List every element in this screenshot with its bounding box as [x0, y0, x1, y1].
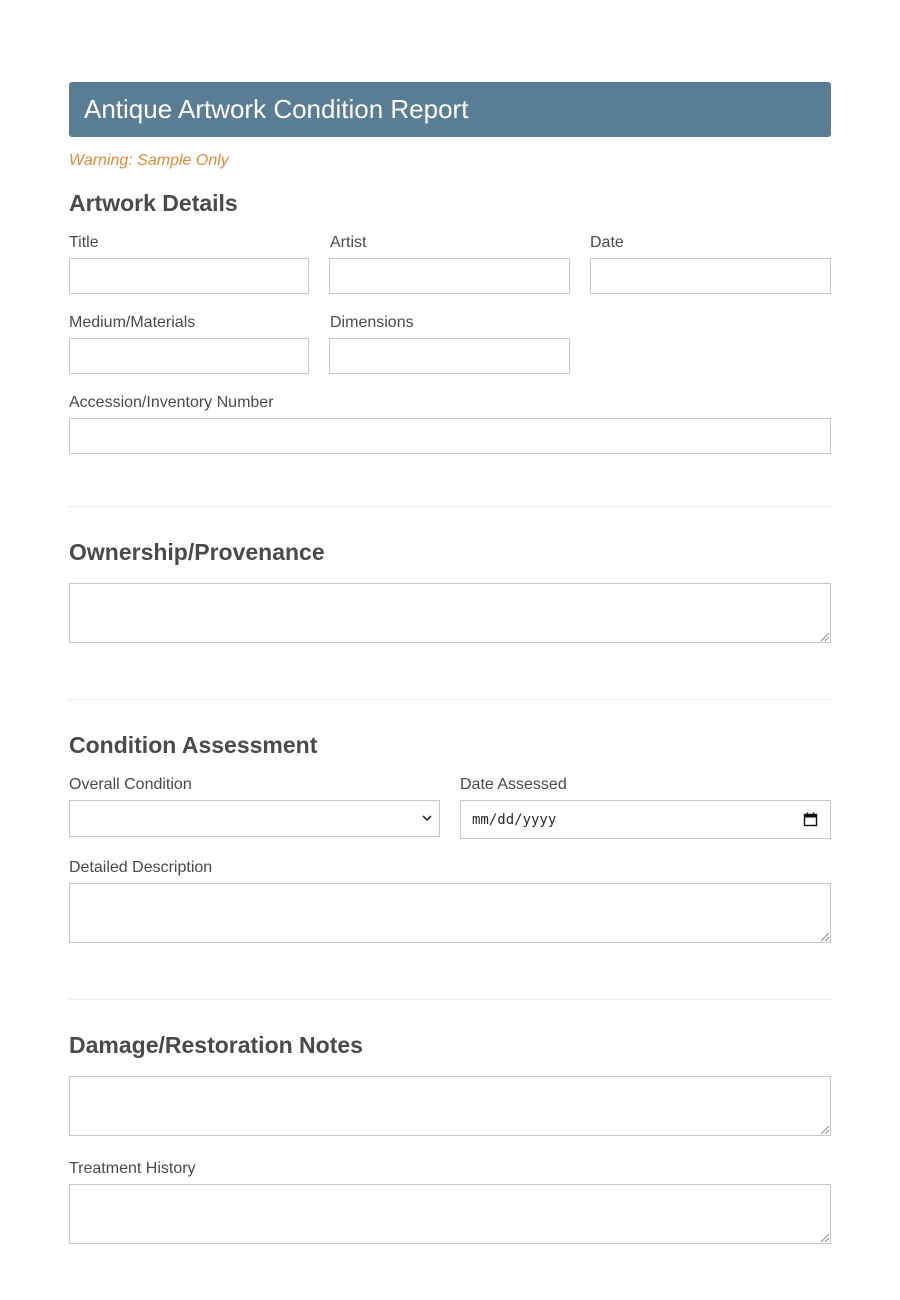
damage-notes-textarea[interactable] [69, 1076, 831, 1136]
artwork-details-heading: Artwork Details [69, 190, 238, 216]
dimensions-field[interactable] [329, 338, 570, 374]
dimensions-label: Dimensions [330, 314, 414, 331]
artist-field[interactable] [329, 258, 570, 294]
medium-label: Medium/Materials [69, 314, 196, 331]
overall-condition-select[interactable] [69, 800, 440, 837]
resize-handle-icon[interactable] [820, 1125, 829, 1134]
condition-report-form [69, 82, 831, 1177]
date-field[interactable] [590, 258, 831, 294]
section-divider [69, 506, 831, 507]
section-divider [69, 699, 831, 700]
calendar-icon[interactable] [803, 812, 818, 827]
condition-heading: Condition Assessment [69, 732, 318, 758]
provenance-textarea[interactable] [69, 583, 831, 643]
accession-field[interactable] [69, 418, 831, 454]
medium-field[interactable] [69, 338, 309, 374]
warning-text: Warning: Sample Only [69, 152, 229, 169]
resize-handle-icon[interactable] [820, 1233, 829, 1242]
artist-label: Artist [330, 234, 367, 251]
damage-heading: Damage/Restoration Notes [69, 1032, 363, 1058]
date-label: Date [590, 234, 624, 251]
description-label: Detailed Description [69, 859, 213, 876]
page-title: Antique Artwork Condition Report [84, 94, 469, 124]
title-label: Title [69, 234, 99, 251]
title-field[interactable] [69, 258, 309, 294]
treatment-history-label: Treatment History [69, 1160, 196, 1177]
treatment-history-textarea[interactable] [69, 1184, 831, 1244]
resize-handle-icon[interactable] [820, 632, 829, 641]
title-bar [69, 82, 831, 137]
overall-condition-label: Overall Condition [69, 776, 192, 793]
resize-handle-icon[interactable] [820, 932, 829, 941]
chevron-down-icon [421, 812, 433, 824]
description-textarea[interactable] [69, 883, 831, 943]
date-assessed-label: Date Assessed [460, 776, 567, 793]
section-divider [69, 999, 831, 1000]
accession-label: Accession/Inventory Number [69, 394, 274, 411]
provenance-heading: Ownership/Provenance [69, 539, 325, 565]
date-assessed-input[interactable] [460, 800, 831, 839]
date-placeholder: mm/dd/yyyy [472, 812, 557, 828]
